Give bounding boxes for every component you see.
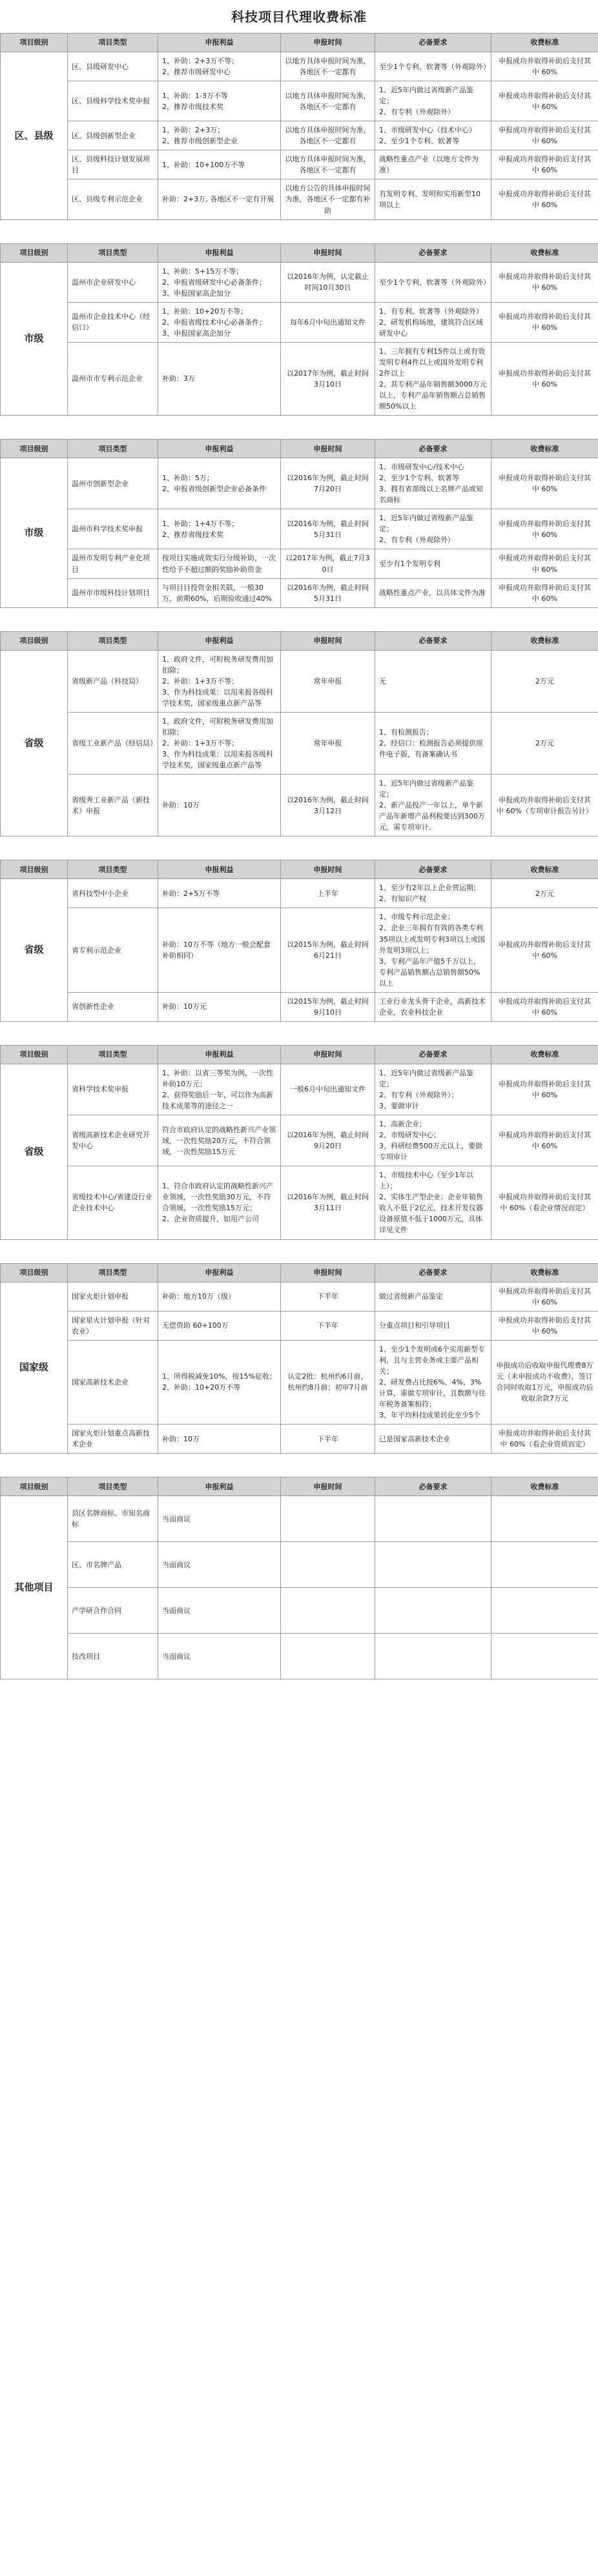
header-level: 项目级别 [1, 1045, 68, 1064]
header-fee: 收费标准 [491, 631, 598, 650]
benefit-cell: 补助：2+3万, 各地区不一定有开展 [158, 179, 281, 219]
type-cell: 区、县级专利示范企业 [68, 179, 158, 219]
table-row [1, 1064, 598, 1115]
time-cell: 以地方具体申报时间为准，各地区不一定都有 [281, 52, 375, 81]
header-row [1, 34, 598, 52]
header-requirement: 必备要求 [375, 1045, 491, 1064]
section-gap [0, 416, 598, 439]
type-cell: 国家高新技术企业 [68, 1340, 158, 1424]
header-requirement: 必备要求 [375, 440, 491, 458]
type-cell: 区、县级研发中心 [68, 52, 158, 81]
type-cell: 温州市科学技术奖申报 [68, 509, 158, 549]
type-cell: 省科学技术奖申报 [68, 1064, 158, 1115]
header-time: 申报时间 [281, 34, 375, 52]
time-cell [281, 1496, 375, 1542]
requirement-cell: 1、高新企业； 2、市级研发中心； 3、科研经费500万元以上，要做专项审计 [375, 1115, 491, 1166]
fee-cell: 申报成功并取得补助后支付其中 60% [491, 908, 598, 992]
requirement-cell [375, 1496, 491, 1542]
requirement-cell [375, 1542, 491, 1588]
benefit-cell: 1、补助：以省三等奖为例，一次性补助10万元； 2、获得奖励后一年，可以作为高新技术成果等的途径之一 [158, 1064, 281, 1115]
requirement-cell: 1、至少有2年以上企业营运期； 2、有知识产权 [375, 879, 491, 908]
benefit-cell: 当面商议 [158, 1542, 281, 1588]
time-cell: 以2015年为例，截止时间6月21日 [281, 908, 375, 992]
time-cell: 以2017年为例，截止7月30日 [281, 549, 375, 578]
requirement-cell: 战略性重点产业（以地方文件为准） [375, 150, 491, 179]
type-cell: 省创新性企业 [68, 992, 158, 1021]
fee-cell: 申报成功并取得补助后支付其中 60% [491, 1064, 598, 1115]
fee-cell: 申报成功并取得补助后支付其中 60% [491, 121, 598, 150]
time-cell: 以2016年为例，截止时间5月31日 [281, 509, 375, 549]
benefit-cell: 无偿资助 60+100万 [158, 1311, 281, 1340]
table-row [1, 150, 598, 179]
fee-cell: 申报成功并取得补助后支付其中 60% [491, 52, 598, 81]
section-table [0, 439, 598, 608]
header-level: 项目级别 [1, 1477, 68, 1496]
requirement-cell: 已是国家高新技术企业 [375, 1425, 491, 1454]
requirement-cell: 1、近5年内做过省级新产品鉴定； 2、有专利（外观除外） [375, 509, 491, 549]
requirement-cell: 至少1个专利、软著等（外观除外） [375, 262, 491, 302]
header-type: 项目类型 [68, 860, 158, 879]
fee-cell: 2万元 [491, 879, 598, 908]
section-table [0, 631, 598, 837]
type-cell: 省级技术中心/省建设行业企业技术中心 [68, 1166, 158, 1239]
type-cell: 省专利示范企业 [68, 908, 158, 992]
time-cell: 以2015年为例，截止时间9月10日 [281, 992, 375, 1021]
fee-cell: 申报成功并取得补助后支付其中 60% [491, 302, 598, 342]
requirement-cell: 1、近5年内做过省级新产品鉴定； 2、新产品投产一年以上，单个新产品年新增产品利税要达到300万元，需专项审计。 [375, 775, 491, 837]
time-cell: 认定2批：杭州约6月前，杭州约8月前；初审7月前 [281, 1340, 375, 1424]
benefit-cell: 补助：2+5万不等 [158, 879, 281, 908]
header-time: 申报时间 [281, 1263, 375, 1282]
fee-cell: 申报成功并取得补助后支付其中 60% [491, 509, 598, 549]
fee-cell [491, 1588, 598, 1634]
type-cell: 温州市市专利示范企业 [68, 342, 158, 415]
benefit-cell: 补助：地方10万（级） [158, 1282, 281, 1311]
table-row [1, 1115, 598, 1166]
fee-cell: 申报成功并取得补助后支付其中 60% [491, 342, 598, 415]
header-row [1, 243, 598, 262]
table-row [1, 1311, 598, 1340]
level-cell: 省级 [1, 650, 68, 837]
table-row [1, 992, 598, 1021]
benefit-cell: 1、补助：1-3万不等 2、推荐市级技术奖 [158, 81, 281, 121]
benefit-cell: 符合市政府认定的战略性新兴产业领域，一次性奖励20万元，不符合领域，一次性奖励15万元 [158, 1115, 281, 1166]
benefit-cell: 补助：10万 [158, 775, 281, 837]
table-row [1, 52, 598, 81]
header-time: 申报时间 [281, 1045, 375, 1064]
requirement-cell: 1、市级专利示范企业； 2、企业三年拥有有效的各类专利35项以上或发明专利3项以上或国外发明3项以上； 3、专利产品年产值5千万以上，专利产品销售额占总销售额50%以上 [375, 908, 491, 992]
header-requirement: 必备要求 [375, 34, 491, 52]
time-cell: 以2016年为例，截止时间9月20日 [281, 1115, 375, 1166]
benefit-cell: 补助：10万 [158, 1425, 281, 1454]
header-row [1, 631, 598, 650]
level-cell: 市级 [1, 458, 68, 608]
table-row [1, 1542, 598, 1588]
requirement-cell: 工业行业龙头骨干企业，高新技术企业，农业科技企业 [375, 992, 491, 1021]
header-row [1, 1263, 598, 1282]
level-cell: 其他项目 [1, 1496, 68, 1679]
level-cell: 区、县级 [1, 52, 68, 220]
time-cell: 以地方公告的具体申报时间为准，各地区不一定都有补助 [281, 179, 375, 219]
requirement-cell: 1、三年拥有专利15件以上或有效发明专利4件以上或国外发明专利2件以上 2、其专利产品年销售额3000万元以上，专利产品年销售额占总销售额50%以上 [375, 342, 491, 415]
level-cell: 省级 [1, 1064, 68, 1239]
type-cell: 省级秀工业新产品（新技术）申报 [68, 775, 158, 837]
requirement-cell: 无 [375, 650, 491, 712]
header-level: 项目级别 [1, 440, 68, 458]
fee-cell: 申报成功并取得补助后支付其中 60% [491, 549, 598, 578]
header-type: 项目类型 [68, 631, 158, 650]
table-row [1, 262, 598, 302]
time-cell: 下半年 [281, 1311, 375, 1340]
level-cell: 国家级 [1, 1282, 68, 1454]
header-time: 申报时间 [281, 1477, 375, 1496]
requirement-cell: 1、至少1个发明或6个实用新型专利，且与主营业务或主要产品相关； 2、研发费占比按6%、4%、3%计算，需做专项审计，且数额与往年税务备案相符； 3、年平均科技成果转化至少5个 [375, 1340, 491, 1424]
benefit-cell: 补助：3万 [158, 342, 281, 415]
header-level: 项目级别 [1, 34, 68, 52]
time-cell: 以2016年为例，截止时间3月11日 [281, 1166, 375, 1239]
header-benefit: 申报利益 [158, 1263, 281, 1282]
type-cell: 温州市市级科技计划项目 [68, 578, 158, 607]
section-gap [0, 1022, 598, 1045]
requirement-cell: 1、有专利、软著等（外观除外） 2、研发机构场地，建筑符合区域研发中心 [375, 302, 491, 342]
time-cell: 上半年 [281, 879, 375, 908]
header-time: 申报时间 [281, 860, 375, 879]
benefit-cell: 按项目实施成效实行分级补助，一次性给予不超过额的奖励补助资金 [158, 549, 281, 578]
time-cell: 下半年 [281, 1282, 375, 1311]
fee-cell: 申报成功并取得补助后支付其中 60% [491, 992, 598, 1021]
type-cell: 温州市企业技术中心（经信口） [68, 302, 158, 342]
header-fee: 收费标准 [491, 1263, 598, 1282]
requirement-cell: 做过省级新产品鉴定 [375, 1282, 491, 1311]
header-type: 项目类型 [68, 1477, 158, 1496]
header-requirement: 必备要求 [375, 860, 491, 879]
requirement-cell [375, 1588, 491, 1634]
table-row [1, 458, 598, 509]
section-gap [0, 1240, 598, 1263]
fee-cell: 申报成功并取得补助后支付其中 60% [491, 179, 598, 219]
fee-cell: 申报成功并取得补助后支付其中 60% [491, 262, 598, 302]
header-requirement: 必备要求 [375, 1477, 491, 1496]
header-type: 项目类型 [68, 243, 158, 262]
benefit-cell: 补助：10万不等（地方一般会配套补助相同） [158, 908, 281, 992]
header-benefit: 申报利益 [158, 1045, 281, 1064]
benefit-cell: 1、政府文件，可附税务研发费用加扣除； 2、补助：1+3万不等； 3、作为科技成果：以用来报各级科学技术奖，国家级重点新产品等 [158, 712, 281, 774]
table-row [1, 578, 598, 607]
header-benefit: 申报利益 [158, 860, 281, 879]
type-cell: 温州市发明专利产业化项目 [68, 549, 158, 578]
benefit-cell: 与项目目投资金相关联，一般30万，前期60%，后期验收通过40% [158, 578, 281, 607]
time-cell: 每年6月中旬出通知文件 [281, 302, 375, 342]
section-table [0, 33, 598, 220]
header-benefit: 申报利益 [158, 1477, 281, 1496]
type-cell: 国家火炬计划重点高新技术企业 [68, 1425, 158, 1454]
header-fee: 收费标准 [491, 860, 598, 879]
header-time: 申报时间 [281, 631, 375, 650]
table-row [1, 908, 598, 992]
type-cell: 区、县级科技计划发展项目 [68, 150, 158, 179]
requirement-cell [375, 1634, 491, 1679]
type-cell: 省级新产品（科技局） [68, 650, 158, 712]
fee-cell: 2万元 [491, 650, 598, 712]
time-cell: 一般6月中旬出通知文件 [281, 1064, 375, 1115]
requirement-cell: 战略性重点产业，以具体文件为准 [375, 578, 491, 607]
type-cell: 区、县级科学技术奖申报 [68, 81, 158, 121]
fee-cell: 申报成功并取得补助后支付其中 60% [491, 1282, 598, 1311]
header-type: 项目类型 [68, 34, 158, 52]
benefit-cell: 1、补助：5万； 2、申报省级创新型企业必备条件 [158, 458, 281, 509]
page-title: 科技项目代理收费标准 [231, 9, 367, 25]
header-fee: 收费标准 [491, 34, 598, 52]
benefit-cell: 1、政府文件，可附税务研发费用加扣除； 2、补助：1+3万不等； 3、作为科技成果：以用来报各级科学技术奖，国家级重点新产品等 [158, 650, 281, 712]
benefit-cell: 1、补助：5+15万不等； 2、申报省级研发中心必备条件； 3、申报国家高企加分 [158, 262, 281, 302]
table-row [1, 1340, 598, 1424]
header-row [1, 440, 598, 458]
header-level: 项目级别 [1, 1263, 68, 1282]
section-table [0, 1263, 598, 1454]
header-benefit: 申报利益 [158, 243, 281, 262]
header-time: 申报时间 [281, 440, 375, 458]
header-row [1, 860, 598, 879]
requirement-cell: 1、近5年内做过省级新产品鉴定； 2、有专利（外观除外）； 3、要做审计 [375, 1064, 491, 1115]
header-level: 项目级别 [1, 243, 68, 262]
time-cell [281, 1588, 375, 1634]
type-cell: 技改项目 [68, 1634, 158, 1679]
requirement-cell: 至少1个专利、软著等（外观除外） [375, 52, 491, 81]
table-row [1, 1425, 598, 1454]
fee-cell [491, 1634, 598, 1679]
type-cell: 温州市企业研发中心 [68, 262, 158, 302]
requirement-cell: 有发明专利、发明和实用新型10项以上 [375, 179, 491, 219]
section-gap [0, 837, 598, 860]
table-row [1, 650, 598, 712]
header-level: 项目级别 [1, 860, 68, 879]
type-cell: 省级高新技术企业研究开发中心 [68, 1115, 158, 1166]
type-cell: 温州市创新型企业 [68, 458, 158, 509]
fee-tables [0, 33, 598, 1679]
fee-cell [491, 1542, 598, 1588]
header-type: 项目类型 [68, 440, 158, 458]
fee-cell: 申报成功后收取申报代理费8万元（未申报成功不收费），签订合同时收取1万元，申报成功后收取余款7万元 [491, 1340, 598, 1424]
table-row [1, 342, 598, 415]
fee-cell: 2万元 [491, 712, 598, 774]
section-gap [0, 608, 598, 631]
benefit-cell: 1、所得税减免10%，按15%征收； 2、补助：10+20万不等 [158, 1340, 281, 1424]
type-cell: 区、县级创新型企业 [68, 121, 158, 150]
fee-cell [491, 1496, 598, 1542]
table-row [1, 1166, 598, 1239]
time-cell: 以2017年为例，截止时间3月10日 [281, 342, 375, 415]
level-cell: 省级 [1, 879, 68, 1022]
header-fee: 收费标准 [491, 1477, 598, 1496]
header-fee: 收费标准 [491, 1045, 598, 1064]
table-row [1, 1282, 598, 1311]
time-cell [281, 1542, 375, 1588]
time-cell: 以地方具体申报时间为准，各地区不一定都有 [281, 121, 375, 150]
section-table [0, 243, 598, 416]
requirement-cell: 1、有检测报告； 2、经信口：检测报告必须提供原件电子版，有备案确认书 [375, 712, 491, 774]
fee-cell: 申报成功并取得补助后支付其中 60% [491, 150, 598, 179]
section-table [0, 1477, 598, 1679]
fee-cell: 申报成功并取得补助后支付其中 60%（看企业资质而定） [491, 1425, 598, 1454]
section-table [0, 860, 598, 1022]
fee-cell: 申报成功并取得补助后支付其中 60%（专项审计报告另计） [491, 775, 598, 837]
header-fee: 收费标准 [491, 243, 598, 262]
time-cell: 常年申报 [281, 650, 375, 712]
section-gap [0, 1454, 598, 1477]
header-requirement: 必备要求 [375, 631, 491, 650]
time-cell: 以2016年为例，截止时间3月12日 [281, 775, 375, 837]
fee-cell: 申报成功并取得补助后支付其中 60% [491, 1115, 598, 1166]
time-cell: 常年申报 [281, 712, 375, 774]
level-cell: 市级 [1, 262, 68, 416]
time-cell: 以地方具体申报时间为准，各地区不一定都有 [281, 81, 375, 121]
type-cell: 县区名牌商标、市知名商标 [68, 1496, 158, 1542]
table-row [1, 775, 598, 837]
requirement-cell: 1、市级研发中心/技术中心 2、至少1个专利、软著等 3、拥有省部级以上名牌产品或知名商标 [375, 458, 491, 509]
table-row [1, 121, 598, 150]
header-benefit: 申报利益 [158, 34, 281, 52]
table-row [1, 81, 598, 121]
time-cell: 下半年 [281, 1425, 375, 1454]
benefit-cell: 1、补助：1+4万不等； 2、推荐省级技术奖 [158, 509, 281, 549]
type-cell: 省科技型中小企业 [68, 879, 158, 908]
header-benefit: 申报利益 [158, 631, 281, 650]
table-row [1, 1634, 598, 1679]
table-row [1, 549, 598, 578]
table-row [1, 1496, 598, 1542]
benefit-cell: 1、补助：10+100万不等 [158, 150, 281, 179]
type-cell: 国家火炬计划申报 [68, 1282, 158, 1311]
benefit-cell: 当面商议 [158, 1588, 281, 1634]
fee-cell: 申报成功并取得补助后支付其中 60%（看企业情况而定） [491, 1166, 598, 1239]
time-cell: 以2016年为例，截止时间7月20日 [281, 458, 375, 509]
table-row [1, 1588, 598, 1634]
fee-cell: 申报成功并取得补助后支付其中 60% [491, 578, 598, 607]
requirement-cell: 至少有1个发明专利 [375, 549, 491, 578]
time-cell [281, 1634, 375, 1679]
benefit-cell: 1、补助：10+20万不等； 2、申报省级技术中心必备条件； 3、申报国家高企加分 [158, 302, 281, 342]
time-cell: 以2016年为例，认定截止时间10月30日 [281, 262, 375, 302]
table-row [1, 509, 598, 549]
header-row [1, 1045, 598, 1064]
time-cell: 以地方具体申报时间为准，各地区不一定都有 [281, 150, 375, 179]
benefit-cell: 1、补助：2+3万不等； 2、推荐市级研发中心 [158, 52, 281, 81]
header-time: 申报时间 [281, 243, 375, 262]
fee-cell: 申报成功并取得补助后支付其中 60% [491, 458, 598, 509]
header-requirement: 必备要求 [375, 243, 491, 262]
header-fee: 收费标准 [491, 440, 598, 458]
requirement-cell: 1、市级技术中心（至少1年以上）； 2、实体生产型企业：企业年销售收入不低于2亿元，技术开发仪器设备原值不低于1000万元，具体详见文件 [375, 1166, 491, 1239]
requirement-cell: 1、市级研发中心（技术中心） 2、至少1个专利、软著等 [375, 121, 491, 150]
requirement-cell: 分重点项目和引导项目 [375, 1311, 491, 1340]
type-cell: 区、市名牌产品 [68, 1542, 158, 1588]
table-row [1, 879, 598, 908]
benefit-cell: 补助：10万元 [158, 992, 281, 1021]
type-cell: 产学研合作合同 [68, 1588, 158, 1634]
benefit-cell: 当面商议 [158, 1634, 281, 1679]
header-benefit: 申报利益 [158, 440, 281, 458]
type-cell: 省级工业新产品（经信局） [68, 712, 158, 774]
section-table [0, 1045, 598, 1240]
header-level: 项目级别 [1, 631, 68, 650]
header-row [1, 1477, 598, 1496]
benefit-cell: 1、补助：2+3万； 2、推荐市级创新型企业 [158, 121, 281, 150]
type-cell: 国家星火计划申报（针对农业） [68, 1311, 158, 1340]
table-row [1, 179, 598, 219]
header-requirement: 必备要求 [375, 1263, 491, 1282]
requirement-cell: 1、近5年内做过省级新产品鉴定； 2、有专利（外观除外） [375, 81, 491, 121]
header-type: 项目类型 [68, 1045, 158, 1064]
benefit-cell: 1、符合市政府认定的战略性新兴产业领域，一次性奖励30万元，不符合领域，一次性奖励15万元； 2、企业资质提升，如用产公司 [158, 1166, 281, 1239]
section-gap [0, 220, 598, 243]
table-row [1, 302, 598, 342]
header-type: 项目类型 [68, 1263, 158, 1282]
benefit-cell: 当面商议 [158, 1496, 281, 1542]
fee-cell: 申报成功并取得补助后支付其中 60% [491, 81, 598, 121]
time-cell: 以2016年为例，截止时间5月31日 [281, 578, 375, 607]
table-row [1, 712, 598, 774]
fee-cell: 申报成功并取得补助后支付其中 60% [491, 1311, 598, 1340]
